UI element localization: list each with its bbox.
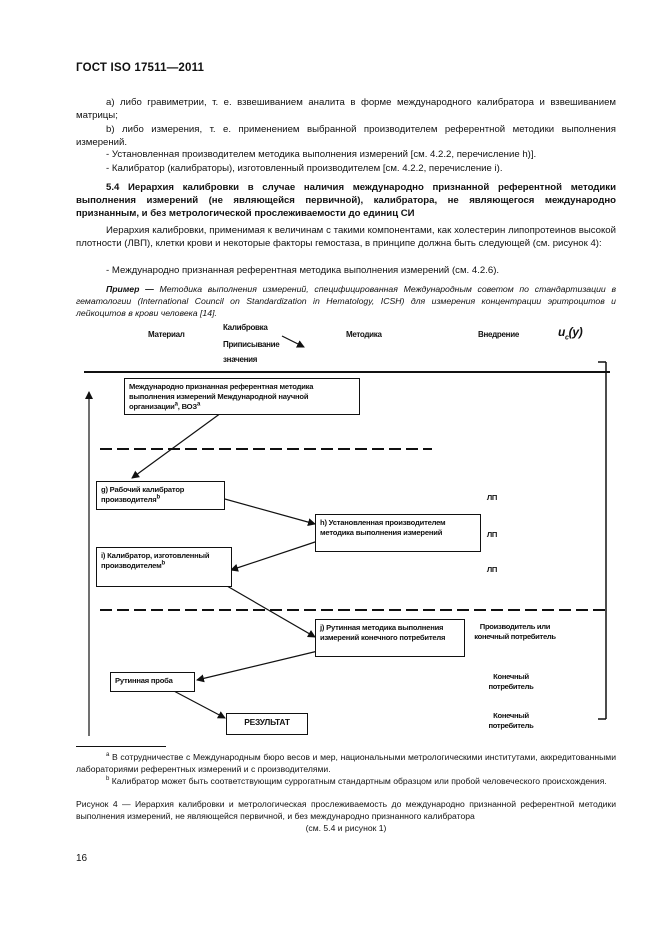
impl-label-4: Производитель или конечный потребитель <box>474 622 556 641</box>
figure-caption: Рисунок 4 — Иерархия калибровки и метрологическая прослеживаемость до международно признанной референтной методики выполнения измерений, не являющейся первичной, и без международно признанного калибратора <box>76 799 616 821</box>
column-calibration: Калибровка <box>223 323 268 332</box>
column-implementation: Внедрение <box>478 330 519 339</box>
dash-item-ref-method: - Международно признанная референтная методика выполнения измерений (см. 4.2.6). <box>106 265 500 276</box>
section-heading: 5.4 Иерархия калибровки в случае наличия международно признанной референтной методики выполнения измерений (не являющейся первичной), калибратора, не являющегося международно признанным, и без метрологической прослеживаемости до единиц СИ <box>76 182 616 220</box>
column-uncertainty: $u_c(y)$ <box>558 325 583 342</box>
impl-label-3: ЛП <box>486 565 498 574</box>
impl-label-5: Конечный потребитель <box>488 672 534 691</box>
document-header: ГОСТ ISO 17511—2011 <box>76 62 205 74</box>
arrow-method-to-manuf-cal <box>231 541 318 570</box>
box-result: РЕЗУЛЬТАТ <box>226 713 308 735</box>
box-routine-sample: Рутинная проба <box>110 672 195 692</box>
arrow-sample-to-result <box>172 690 225 718</box>
column-value-assignment: Приписывание <box>223 340 280 349</box>
impl-label-6: Конечный потребитель <box>488 711 534 730</box>
list-item-a: а) либо гравиметрии, т. е. взвешиванием аналита в форме международного калибратора и взвешиванием матрицы; <box>76 97 616 122</box>
footnote-a: $^a$ В сотрудничестве с Международным бюро весов и мер, национальными метрологическими институтами, аккредитованными лабораториями референтных измерений и с производителями. <box>76 752 616 774</box>
example-text: Методика выполнения измерений, специфицированная Международным советом по стандартизации в гематологии (International Council on Standardization in Hematology, ICSH) для измерения концентрации эритроцитов и лейкоцитов в крови человека [14]. <box>76 284 616 318</box>
footnote-b: $^b$ Калибратор может быть соответствующим суррогатным стандартным образцом или пробой человеческого происхождения. <box>106 776 607 786</box>
column-material: Материал <box>148 330 185 339</box>
box-routine-method: j) Рутинная методика выполнения измерений конечного потребителя <box>315 619 465 657</box>
dash-item-calibrator: - Калибратор (калибраторы), изготовленный производителем [см. 4.2.2, перечисление i). <box>106 163 503 174</box>
impl-label-1: ЛП <box>486 493 498 502</box>
calibration-header-arrow <box>282 336 304 347</box>
box-manufacturer-method: h) Установленная производителем методика выполнения измерений <box>315 514 481 552</box>
arrow-routine-to-sample <box>197 651 318 680</box>
arrow-ref-to-working-cal <box>132 413 221 478</box>
figure-caption-ref: (см. 5.4 и рисунок 1) <box>305 823 387 833</box>
footnote-rule <box>76 746 166 747</box>
page-number: 16 <box>76 853 88 864</box>
box-reference-method: Международно признанная референтная методика выполнения измерений Международной научной организации$^a$, ВОЗ$^a$ <box>124 378 360 415</box>
box-working-calibrator: g) Рабочий калибратор производителя$^b$ <box>96 481 225 510</box>
impl-label-2: ЛП <box>486 530 498 539</box>
body-paragraph: Иерархия калибровки, применимая к величинам с такими компонентами, как холестерин липопротеинов высокой плотности (ЛВП), клетки крови и некоторые факторы гемостаза, в принципе должна быть следующей (см. рисунок 4): <box>76 225 616 250</box>
column-method: Методика <box>346 330 382 339</box>
column-value-assignment-2: значения <box>223 355 258 364</box>
box-manufacturer-calibrator: i) Калибратор, изготовленный производителем$^b$ <box>96 547 232 587</box>
list-item-b: b) либо измерения, т. е. применением выбранной производителем референтной методики выполнения измерений. <box>76 124 616 149</box>
example-label: Пример — <box>106 284 154 294</box>
dash-item-method: - Установленная производителем методика выполнения измерений [см. 4.2.2, перечисление h)]. <box>106 149 537 160</box>
